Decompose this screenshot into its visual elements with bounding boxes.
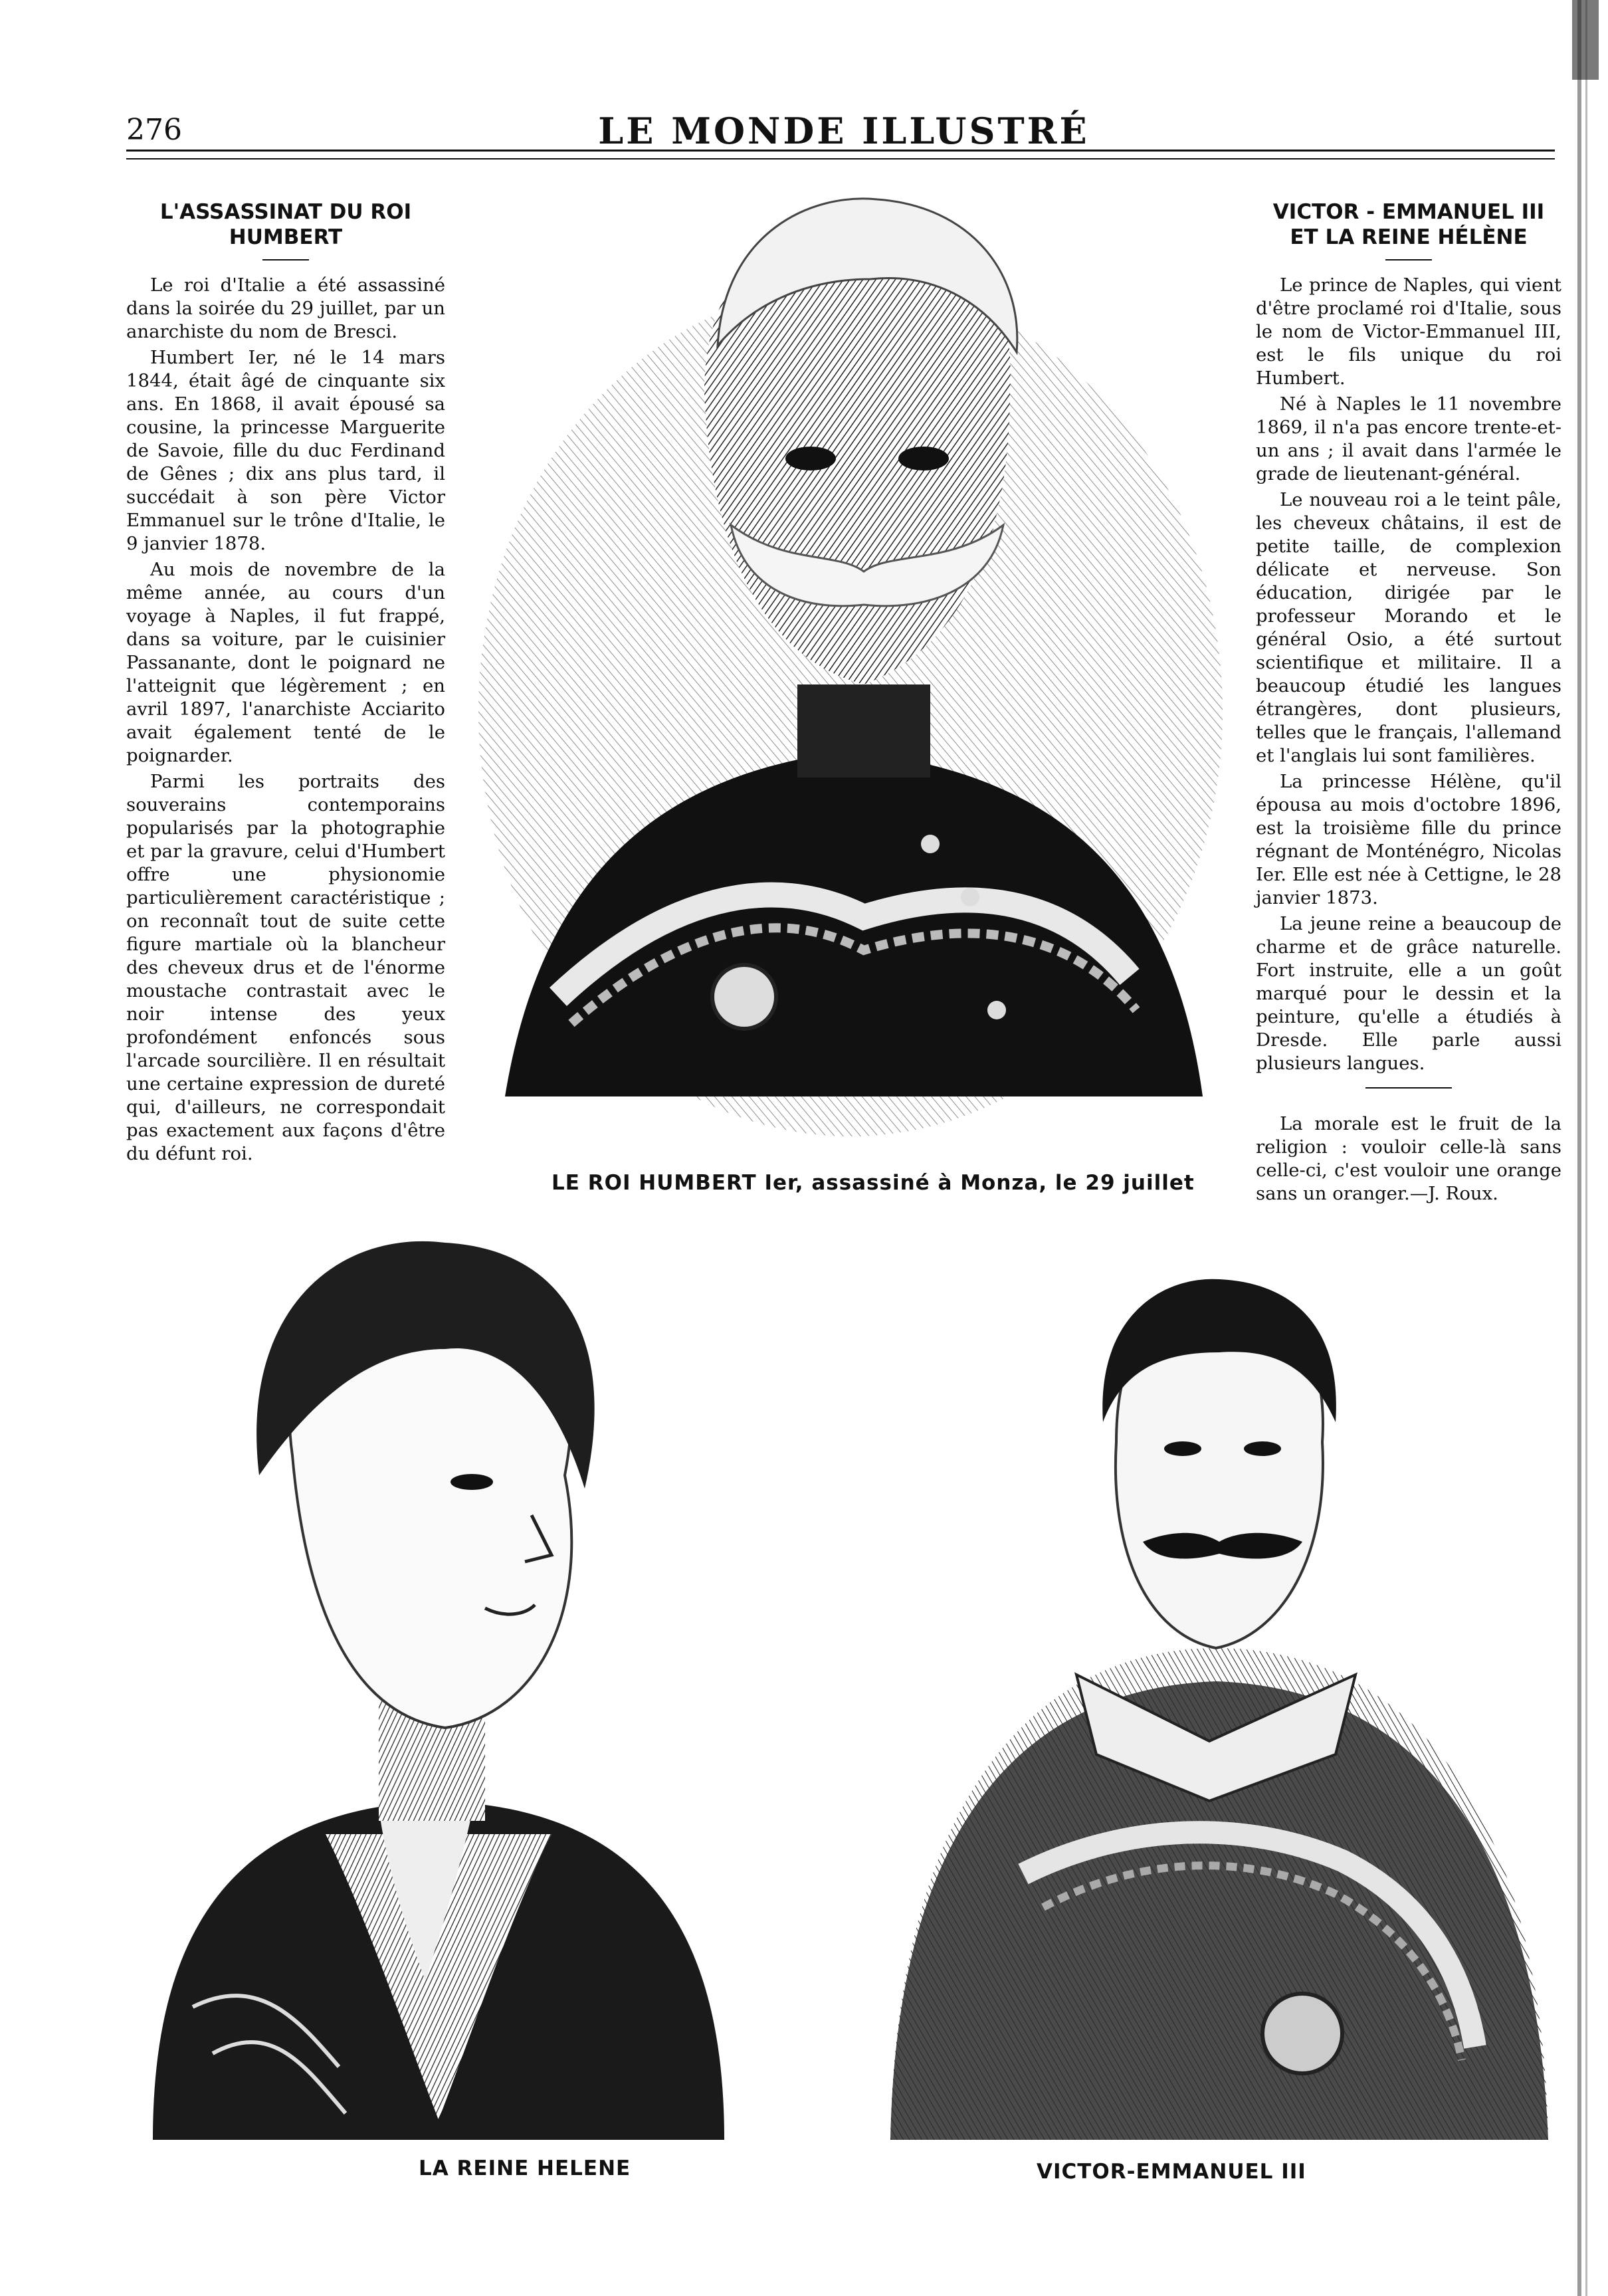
right-paragraph: La princesse Hélène, qu'il épousa au mois d'octobre 1896, est la troisième fille du prince régnant de Monténégro, Nicolas Ier. Elle est née à Cettigne, le 28 janvier 1873. xyxy=(1256,771,1561,908)
right-article-title: VICTOR - EMMANUEL III ET LA REINE HÉLÈNE xyxy=(1272,200,1545,249)
queen-helene-portrait xyxy=(126,1236,744,2146)
left-paragraph: Parmi les portraits des souverains contemporains popularisés par la photographie et par la gravure, celui d'Humbert offre une physionomie particulièrement caractéristique ; on reconnaît tout de suite cette figure martiale où la blancheur des cheveux drus et de l'énorme moustache contrastait avec le noir intense des yeux profondément enfoncés sous l'arcade sourcilière. Il en résultait une certaine expression de dureté qui, d'ailleurs, ne correspondait pas exactement aux façons d'être du défunt roi. xyxy=(126,771,445,1164)
right-paragraph: Le nouveau roi a le teint pâle, les cheveux châtains, il est de petite taille, de complexion délicate et nerveuse. Son éducation, dirigée par le professeur Morando et le général Osio, a été surtout scientifique et militaire. Il a beaucoup étudié les langues étrangères, dont plusieurs, telles que le français, l'allemand et l'anglais lui sont familières. xyxy=(1256,489,1561,766)
helene-caption: LA REINE HELENE xyxy=(419,2156,631,2180)
right-article xyxy=(1256,199,1561,1208)
right-paragraph: La jeune reine a beaucoup de charme et de grâce naturelle. Fort instruite, elle a un goût marqué pour le dessin et la peinture, qu'elle a étudiés à Dresde. Elle parle aussi plusieurs langues. xyxy=(1256,913,1561,1074)
right-paragraph: Né à Naples le 11 novembre 1869, il n'a pas encore trente-et-un ans ; il avait dans l'armée le grade de lieutenant-général. xyxy=(1256,393,1561,484)
left-paragraph: Le roi d'Italie a été assassiné dans la soirée du 29 juillet, par un anarchiste du nom de Bresci. xyxy=(126,274,445,342)
page-number: 276 xyxy=(126,113,182,147)
left-article xyxy=(126,199,445,1168)
left-paragraph: Au mois de novembre de la même année, au cours d'un voyage à Naples, il fut frappé, dans sa voiture, par le cuisinier Passanante, dont le poignard ne l'atteignit que légèrement ; en avril 1897, l'anarchiste Acciarito avait également tenté de le poignarder. xyxy=(126,559,445,766)
title-separator xyxy=(1385,259,1432,261)
header-rule xyxy=(126,150,1555,159)
victor-emmanuel-portrait xyxy=(877,1276,1555,2146)
left-article-title: L'ASSASSINAT DU ROI HUMBERT xyxy=(159,200,412,249)
right-paragraph: Le prince de Naples, qui vient d'être proclamé roi d'Italie, sous le nom de Victor-Emmanuel III, est le fils unique du roi Humbert. xyxy=(1256,274,1561,389)
victor-caption: VICTOR-EMMANUEL III xyxy=(1037,2160,1306,2184)
humbert-caption: LE ROI HUMBERT Ier, assassiné à Monza, le 29 juillet xyxy=(552,1171,1195,1195)
section-separator xyxy=(1365,1087,1452,1089)
page-edge xyxy=(1559,0,1608,2296)
newspaper-title: LE MONDE ILLUSTRÉ xyxy=(598,110,1090,152)
title-separator xyxy=(262,259,309,261)
left-paragraph: Humbert Ier, né le 14 mars 1844, était âgé de cinquante six ans. En 1868, il avait épousé sa cousine, la princesse Marguerite de Savoie, fille du duc Ferdinand de Gênes ; dix ans plus tard, il succédait à son père Victor Emmanuel sur le trône d'Italie, le 9 janvier 1878. xyxy=(126,347,445,554)
maxim: La morale est le fruit de la religion : vouloir celle-là sans celle-ci, c'est vouloir une orange sans un oranger.—J. Roux. xyxy=(1256,1113,1561,1204)
king-humbert-portrait xyxy=(465,179,1229,1156)
